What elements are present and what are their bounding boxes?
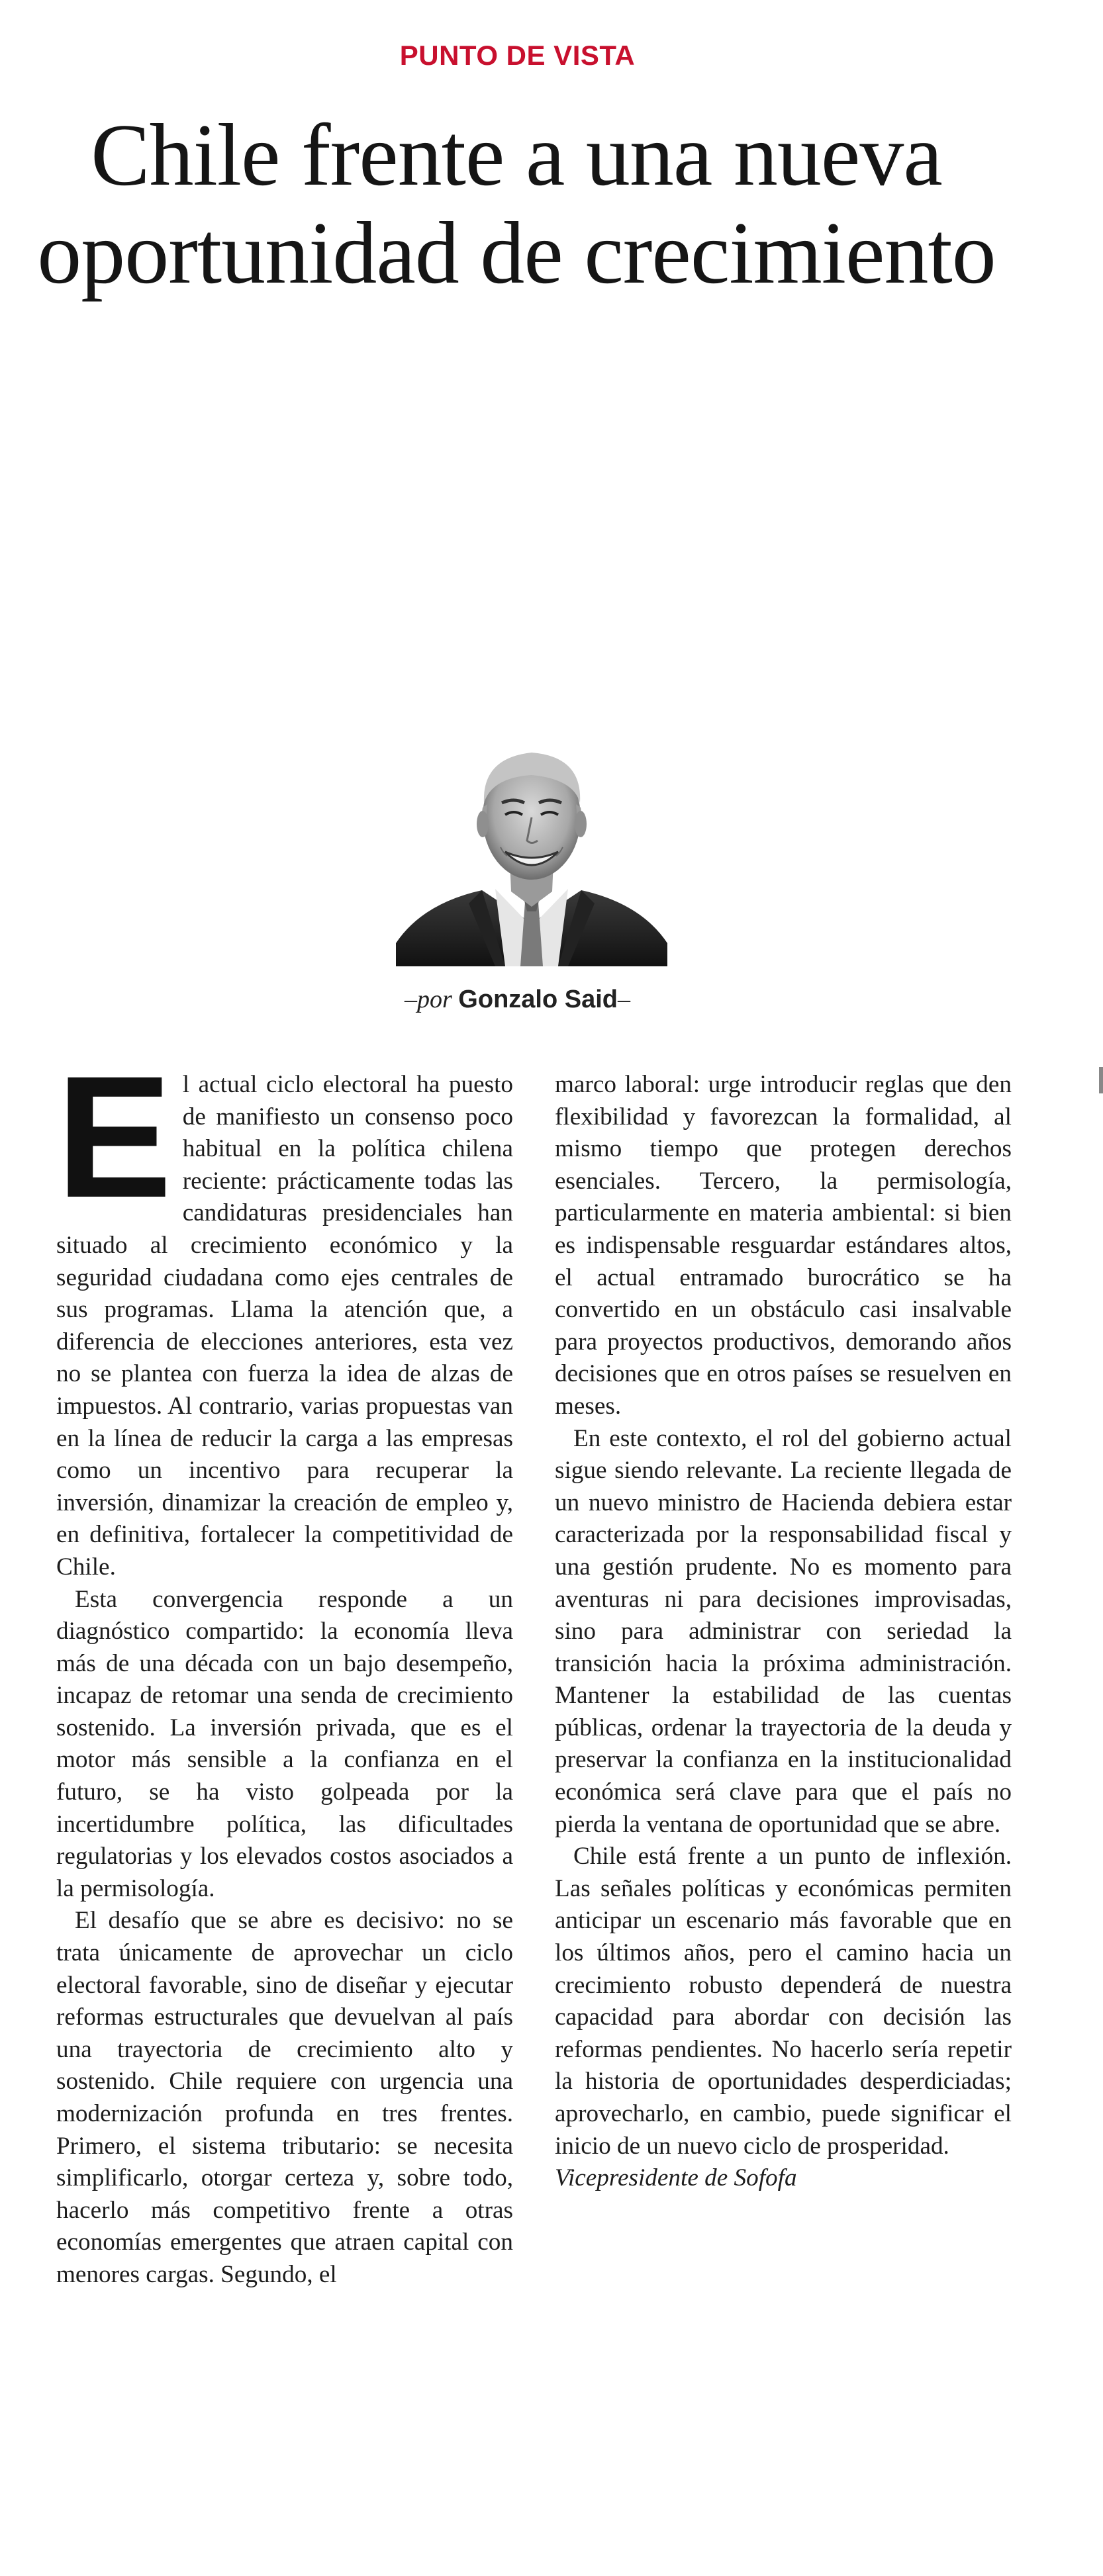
author-title: Vicepresidente de Sofofa (555, 2164, 797, 2192)
page-edge-mark (1099, 1067, 1103, 1093)
article-paragraph-4: En este contexto, el rol del gobierno actual sigue siendo relevante. La reciente llegada de un nuevo ministro de Hacienda debiera estar caracterizada por la responsabilidad fiscal y una gestión prudente. No es momento para aventuras ni para decisiones improvisadas, sino para administrar con seriedad la transición hacia la próxima administración. Mantener la estabilidad de las cuentas públicas, ordenar la trayectoria de la deuda y preservar la confianza en la institucionalidad económica será clave para que el país no pierda la ventana de oportunidad que se abre. (555, 1424, 1012, 1838)
article-column-right (555, 1069, 1012, 2195)
byline-dash-right: – (618, 986, 630, 1013)
paragraph-1-text: l actual ciclo electoral ha puesto de manifiesto un consenso poco habitual en la política chilena reciente: prácticamente todas las candidaturas presidenciales han situado al crecimiento económico y la seguridad ciudadana como ejes centrales de sus programas. Llama la atención que, a diferencia de elecciones anteriores, esta vez no se plantea con fuerza la idea de alzas de impuestos. Al contrario, varias propuestas van en la línea de reducir la carga a las empresas como un incentivo para recuperar la inversión, dinamizar la creación de empleo y, en definitiva, fortalecer la competitividad de Chile. (56, 1071, 513, 1581)
byline-dash-left: – (405, 986, 417, 1013)
article-paragraph-5: Chile está frente a un punto de inflexión. Las señales políticas y económicas permiten anticipar un escenario más favorable que en los últimos años, pero el camino hacia un crecimiento robusto dependerá de nuestra capacidad para abordar con decisión las reformas pendientes. No hacerlo sería repetir la historia de oportunidades desperdiciadas; aprovecharlo, en cambio, puede significar el inicio de un nuevo ciclo de prosperidad. (555, 1843, 1012, 2160)
author-portrait (396, 725, 667, 966)
article-paragraph-3-continued: marco laboral: urge introducir reglas que den flexibilidad y favorezcan la formalidad, al mismo tiempo que protegen derechos esenciales. Tercero, la permisología, particularmente en materia ambiental: si bien es indispensable resguardar estándares altos, el actual entramado burocrático se ha convertido en un obstáculo casi insalvable para proyectos productivos, demorando años decisiones que en otros países se resuelven en meses. (555, 1071, 1012, 1420)
byline-prefix: por (417, 986, 452, 1013)
article-paragraph-1 (56, 1040, 513, 1584)
article-headline: Chile frente a una nueva oportunidad de crecimiento (37, 106, 996, 302)
article-column-left (56, 1040, 513, 2291)
author-name: Gonzalo Said (458, 986, 618, 1013)
drop-cap: E (56, 1040, 172, 1234)
article-paragraph-3: El desafío que se abre es decisivo: no se trata únicamente de aprovechar un ciclo electoral favorable, sino de diseñar y ejecutar reformas estructurales que devuelvan al país una trayectoria de crecimiento alto y sostenido. Chile requiere con urgencia una modernización profunda en tres frentes. Primero, el sistema tributario: se necesita simplificarlo, otorgar certeza y, sobre todo, hacerlo más competitivo frente a otras economías emergentes que atraen capital con menores cargas. Segundo, el (56, 1907, 513, 2288)
section-label: PUNTO DE VISTA (399, 40, 636, 71)
article-paragraph-2: Esta convergencia responde a un diagnóstico compartido: la economía lleva más de una década con un bajo desempeño, incapaz de retomar una senda de crecimiento sostenido. La inversión privada, que es el motor más sensible a la confianza en el futuro, se ha visto golpeada por la incertidumbre política, las dificultades regulatorias y los elevados costos asociados a la permisología. (56, 1585, 513, 1902)
byline (0, 985, 1035, 1014)
